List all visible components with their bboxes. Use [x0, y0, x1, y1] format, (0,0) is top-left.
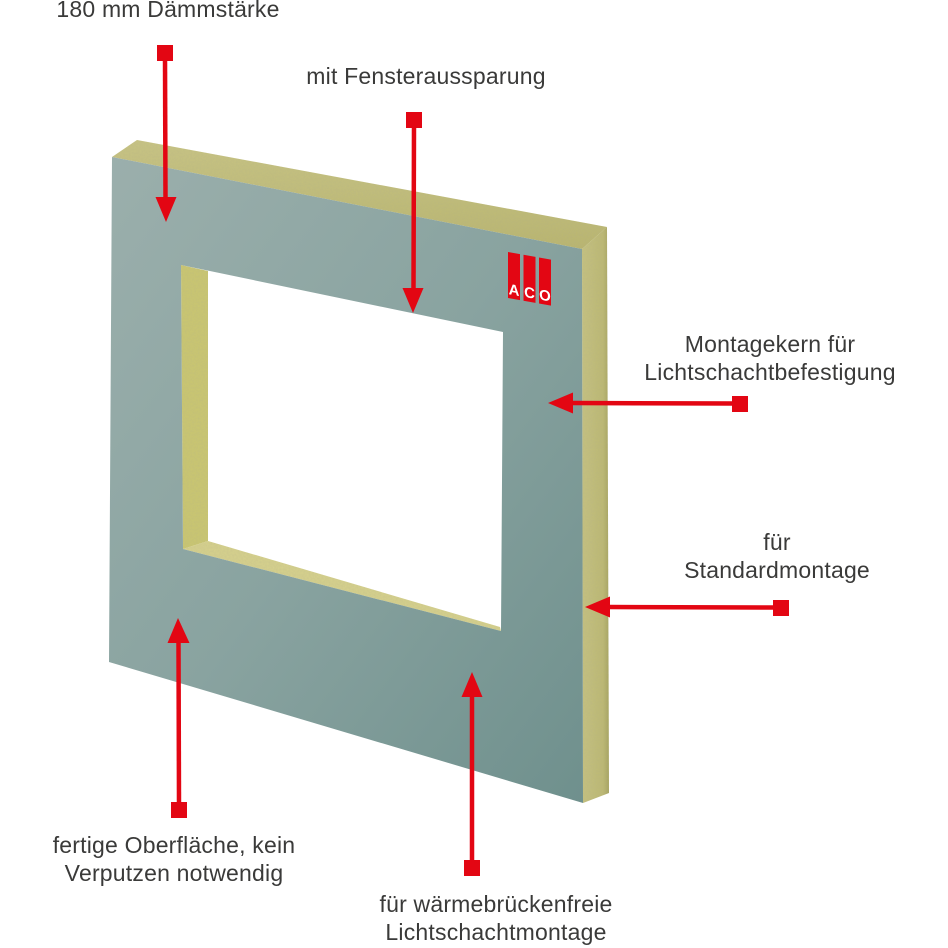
label-line: Lichtschachtmontage	[385, 919, 607, 945]
arrow-line	[609, 607, 776, 608]
label-line: Standardmontage	[684, 557, 870, 583]
label-line: mit Fensteraussparung	[306, 63, 546, 89]
aco-logo-letter: C	[524, 283, 535, 303]
arrow-line	[414, 125, 415, 289]
label-daemmstaerke	[56, 0, 279, 23]
label-line: fertige Oberfläche, kein	[52, 832, 296, 858]
label-line: Montagekern für	[684, 331, 856, 357]
aco-logo-letter: A	[508, 281, 520, 300]
label-fensteraussparung	[306, 62, 545, 90]
label-line: für wärmebrückenfreie	[379, 891, 613, 917]
arrow-line	[165, 58, 166, 198]
aco-logo-letter: O	[539, 286, 551, 306]
label-montagekern	[644, 330, 895, 386]
label-line: Verputzen notwendig	[64, 860, 284, 886]
window-reveal-left	[181, 265, 208, 549]
label-line: 180 mm Dämmstärke	[56, 0, 280, 22]
panel-right-side-surface	[582, 227, 609, 803]
label-waermebruecke	[379, 890, 612, 946]
arrow-standardmontage	[585, 597, 789, 618]
label-oberflaeche	[53, 831, 296, 887]
label-line: für	[763, 529, 791, 555]
arrow-line	[179, 642, 180, 805]
arrow-line	[572, 403, 735, 404]
aco-logo	[508, 252, 551, 306]
label-line: Lichtschachtbefestigung	[644, 359, 896, 385]
label-standardmontage	[684, 528, 870, 584]
